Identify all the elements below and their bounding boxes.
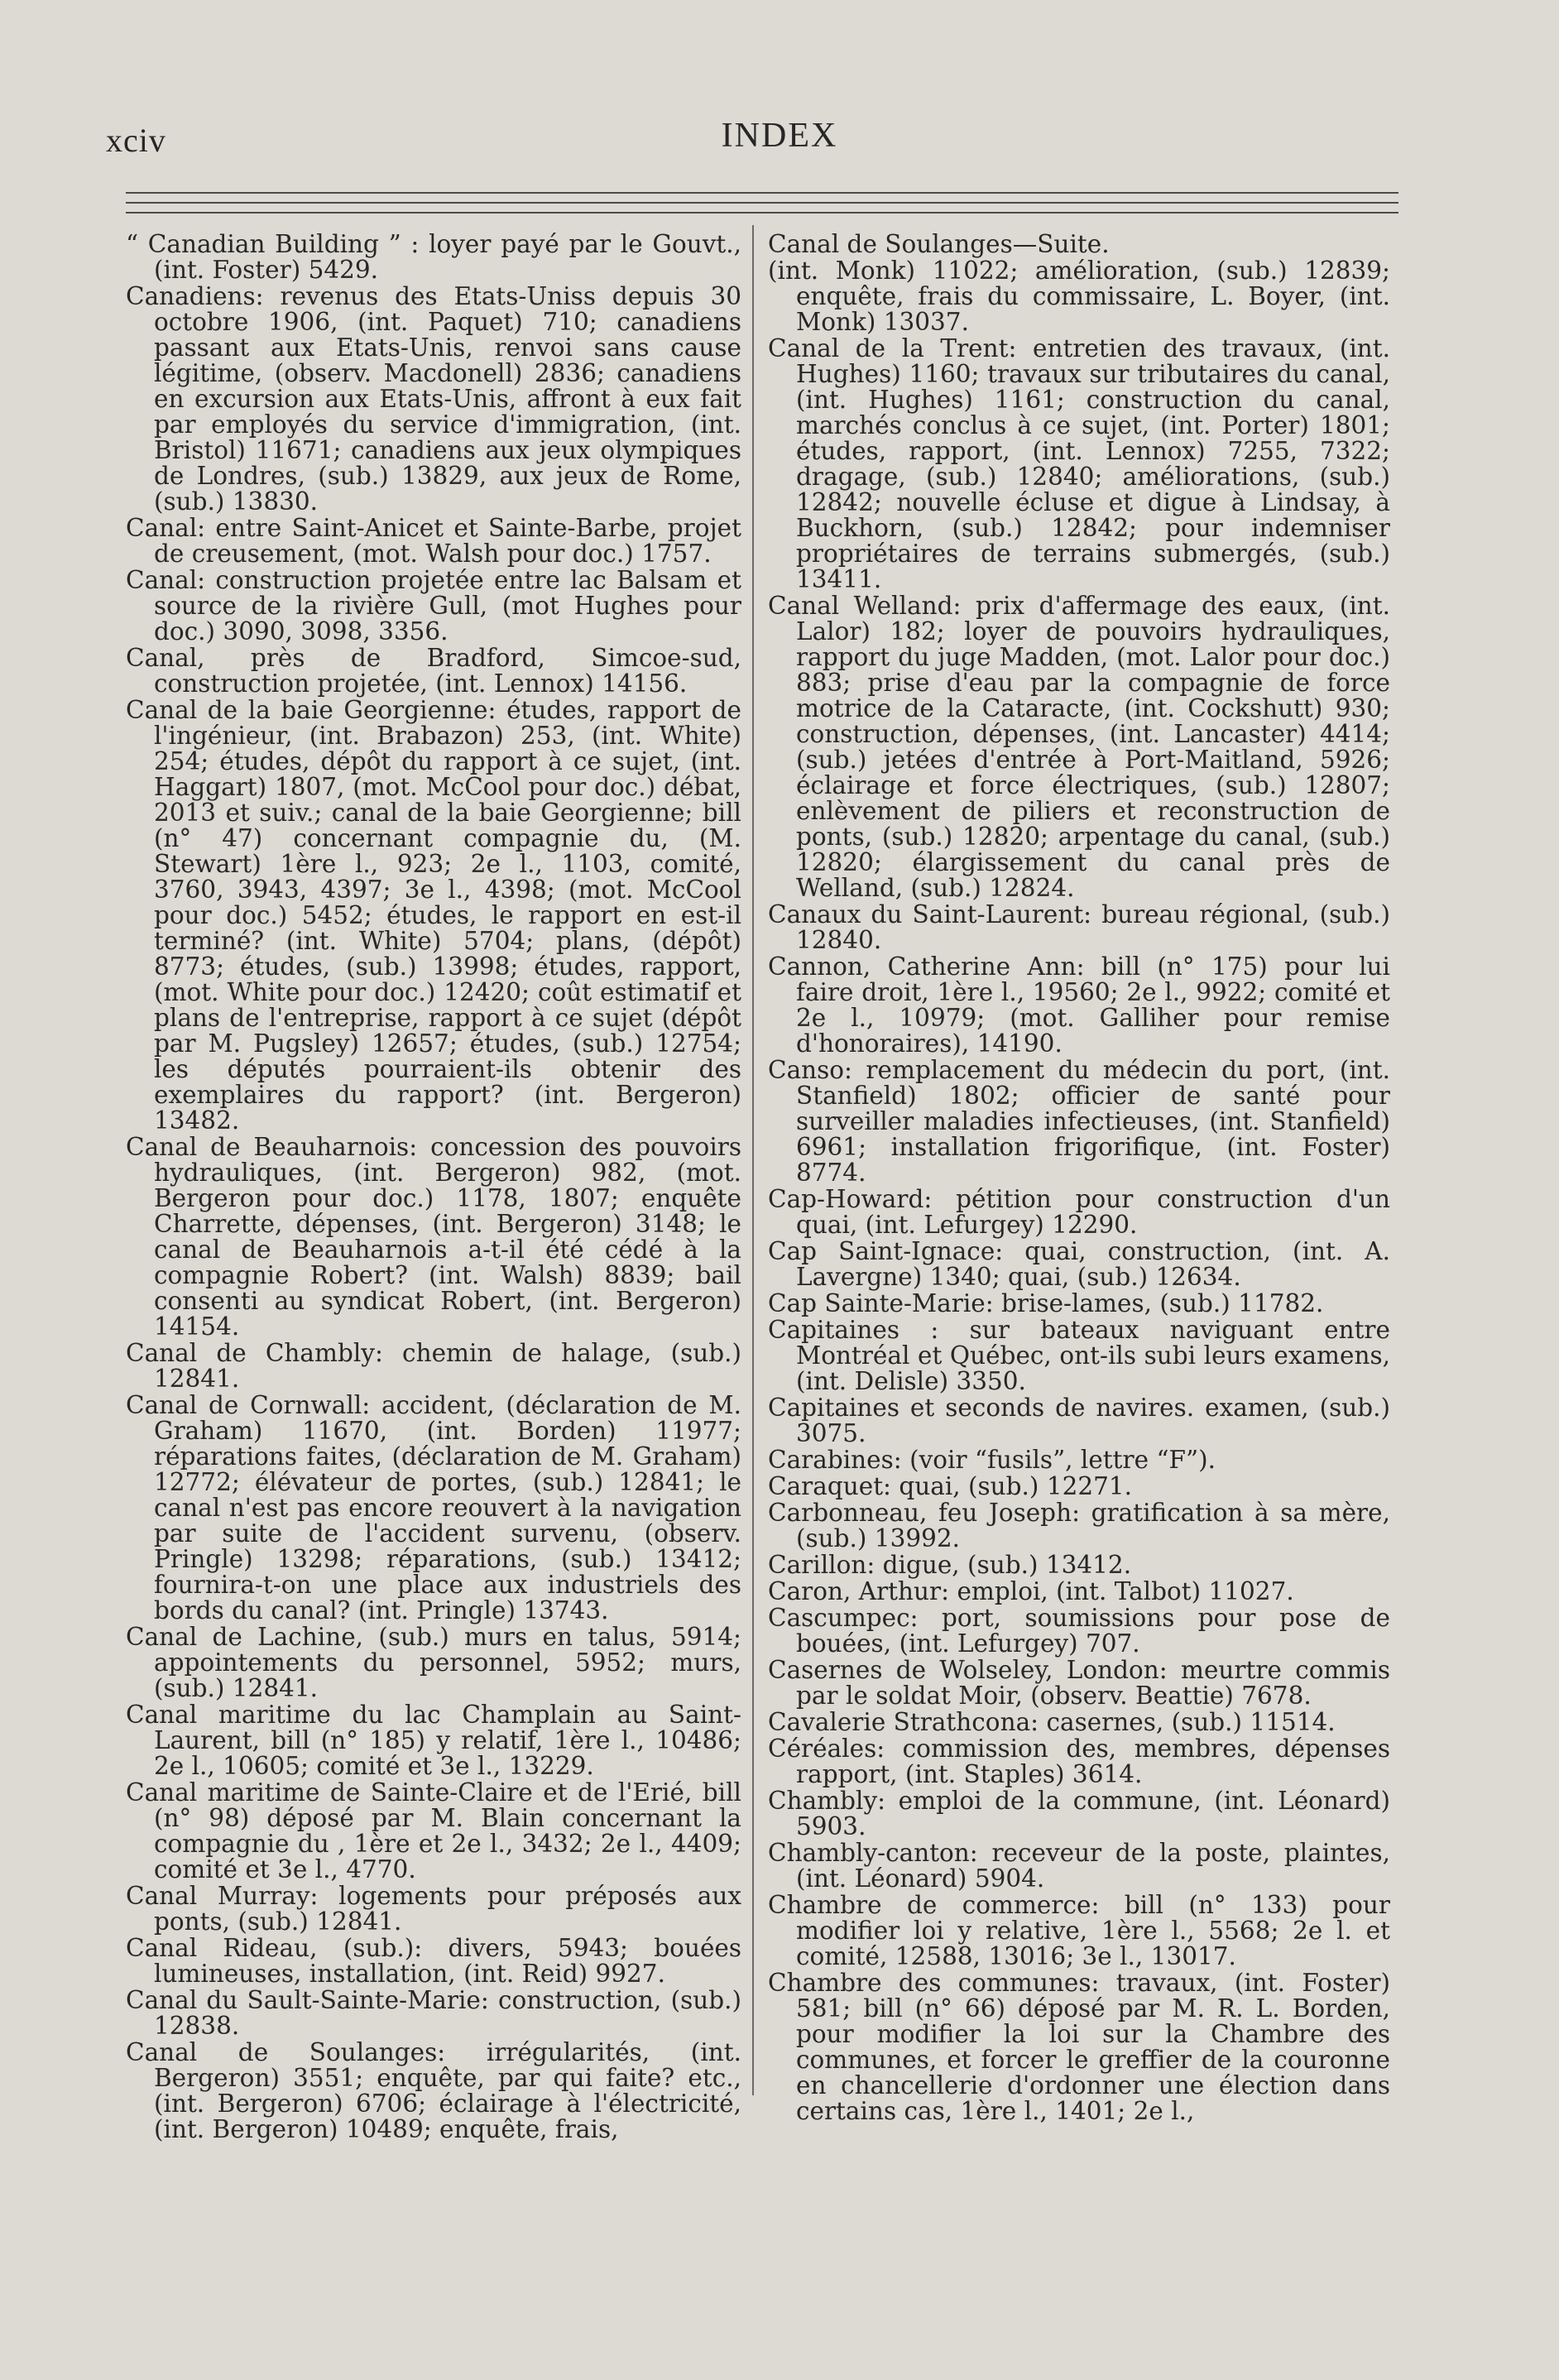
index-entry: Canal: entre Saint-Anicet et Sainte-Barbe, projet de creusement, (mot. Walsh pour doc.) 1757. bbox=[126, 514, 741, 568]
index-entry: Canal: construction projetée entre lac Balsam et source de la rivière Gull, (mot Hughes pour doc.) 3090, 3098, 3356. bbox=[126, 566, 741, 645]
index-entry: Canso: remplacement du médecin du port, (int. Stanfield) 1802; officier de santé pour surveiller maladies infectieuses, (int. Stanfield) 6961; installation frigorifique, (int. Foster) 8774. bbox=[768, 1056, 1390, 1187]
index-entry: Casernes de Wolseley, London: meurtre commis par le soldat Moir, (observ. Beattie) 7678. bbox=[768, 1656, 1390, 1710]
index-entry: Caron, Arthur: emploi, (int. Talbot) 11027. bbox=[768, 1577, 1294, 1605]
index-entry: (int. Monk) 11022; amélioration, (sub.) 12839; enquête, frais du commissaire, L. Boyer, (int. Monk) 13037. bbox=[768, 257, 1390, 336]
header-rule-top bbox=[126, 192, 1398, 194]
index-entry: Canal de Cornwall: accident, (déclaration de M. Graham) 11670, (int. Borden) 11977; réparations faites, (déclaration de M. Graham) 12772; élévateur de portes, (sub.) 12841; le canal n'est pas encore reouvert à la navigation par suite de l'accident survenu, (observ. Pringle) 13298; réparations, (sub.) 13412; fournira-t-on une place aux industriels des bords du canal? (int. Pringle) 13743. bbox=[126, 1391, 741, 1624]
index-entry: Canaux du Saint-Laurent: bureau régional, (sub.) 12840. bbox=[768, 900, 1390, 954]
index-entry: Capitaines et seconds de navires. examen, (sub.) 3075. bbox=[768, 1394, 1390, 1447]
index-column-right bbox=[768, 232, 1390, 2125]
index-entry: Céréales: commission des, membres, dépenses rapport, (int. Staples) 3614. bbox=[768, 1735, 1390, 1788]
index-entry: Canal de la Trent: entretien des travaux, (int. Hughes) 1160; travaux sur tributaires du canal, (int. Hughes) 1161; construction du canal, marchés conclus à ce sujet, (int. Porter) 1801; études, rapport, (int. Lennox) 7255, 7322; dragage, (sub.) 12840; améliorations, (sub.) 12842; nouvelle écluse et digue à Lindsay, à Buckhorn, (sub.) 12842; pour indemniser propriétaires de terrains submergés, (sub.) 13411. bbox=[768, 334, 1390, 593]
index-entry: Canal, près de Bradford, Simcoe-sud, construction projetée, (int. Lennox) 14156. bbox=[126, 644, 741, 698]
page-title: INDEX bbox=[721, 117, 838, 155]
index-entry: Canal de Lachine, (sub.) murs en talus, 5914; appointements du personnel, 5952; murs, (sub.) 12841. bbox=[126, 1623, 741, 1702]
index-entry: Canal de Soulanges—Suite. bbox=[768, 230, 1110, 258]
index-entry: Cavalerie Strathcona: casernes, (sub.) 11514. bbox=[768, 1708, 1336, 1736]
index-entry: Canal Murray: logements pour préposés aux ponts, (sub.) 12841. bbox=[126, 1882, 741, 1936]
index-entry: Canal Welland: prix d'affermage des eaux, (int. Lalor) 182; loyer de pouvoirs hydrauliques, rapport du juge Madden, (mot. Lalor pour doc.) 883; prise d'eau par la compagnie de force motrice de la Cataracte, (int. Cockshutt) 930; construction, dépenses, (int. Lancaster) 4414; (sub.) jetées d'entrée à Port-Maitland, 5926; éclairage et force électriques, (sub.) 12807; enlèvement de piliers et reconstruction de ponts, (sub.) 12820; arpentage du canal, (sub.) 12820; élargissement du canal près de Welland, (sub.) 12824. bbox=[768, 592, 1390, 902]
index-entry: Canal maritime de Sainte-Claire et de l'Erié, bill (n° 98) déposé par M. Blain concernant la compagnie du , 1ère et 2e l., 3432; 2e l., 4409; comité et 3e l., 4770. bbox=[126, 1778, 741, 1883]
index-entry: Canal Rideau, (sub.): divers, 5943; bouées lumineuses, installation, (int. Reid) 9927. bbox=[126, 1934, 741, 1988]
index-entry: Canal de la baie Georgienne: études, rapport de l'ingénieur, (int. Brabazon) 253, (int. White) 254; études, dépôt du rapport à ce sujet, (int. Haggart) 1807, (mot. McCool pour doc.) débat, 2013 et suiv.; canal de la baie Georgienne; bill (n° 47) concernant compagnie du, (M. Stewart) 1ère l., 923; 2e l., 1103, comité, 3760, 3943, 4397; 3e l., 4398; (mot. McCool pour doc.) 5452; études, le rapport en est-il terminé? (int. White) 5704; plans, (dépôt) 8773; études, (sub.) 13998; études, rapport, (mot. White pour doc.) 12420; coût estimatif et plans de l'entreprise, rapport à ce sujet (dépôt par M. Pugsley) 12657; études, (sub.) 12754; les députés pourraient-ils obtenir des exemplaires du rapport? (int. Bergeron) 13482. bbox=[126, 696, 741, 1135]
index-entry: Canal maritime du lac Champlain au Saint-Laurent, bill (n° 185) y relatif, 1ère l., 10486; 2e l., 10605; comité et 3e l., 13229. bbox=[126, 1701, 741, 1780]
header-rule-bottom bbox=[126, 212, 1398, 214]
index-column-left bbox=[126, 232, 741, 2143]
index-entry: Capitaines : sur bateaux naviguant entre Montréal et Québec, ont-ils subi leurs examens, (int. Delisle) 3350. bbox=[768, 1316, 1390, 1395]
index-entry: Cap Saint-Ignace: quai, construction, (int. A. Lavergne) 1340; quai, (sub.) 12634. bbox=[768, 1237, 1390, 1291]
index-entry: Carbonneau, feu Joseph: gratification à sa mère, (sub.) 13992. bbox=[768, 1499, 1390, 1552]
index-entry: Chambly: emploi de la commune, (int. Léonard) 5903. bbox=[768, 1787, 1390, 1840]
page-number: xciv bbox=[106, 122, 166, 159]
header-rule-middle bbox=[126, 202, 1398, 204]
index-entry: Canal de Beauharnois: concession des pouvoirs hydrauliques, (int. Bergeron) 982, (mot. Bergeron pour doc.) 1178, 1807; enquête Charrette, dépenses, (int. Bergeron) 3148; le canal de Beauharnois a-t-il été cédé à la compagnie Robert? (int. Walsh) 8839; bail consenti au syndicat Robert, (int. Bergeron) 14154. bbox=[126, 1133, 741, 1341]
index-entry: Canal de Soulanges: irrégularités, (int. Bergeron) 3551; enquête, par qui faite? etc., (int. Bergeron) 6706; éclairage à l'électricité, (int. Bergeron) 10489; enquête, frais, bbox=[126, 2038, 741, 2143]
index-entry: “ Canadian Building ” : loyer payé par le Gouvt., (int. Foster) 5429. bbox=[126, 230, 741, 284]
index-entry: Canal de Chambly: chemin de halage, (sub.) 12841. bbox=[126, 1339, 741, 1393]
index-entry: Cascumpec: port, soumissions pour pose de bouées, (int. Lefurgey) 707. bbox=[768, 1604, 1390, 1658]
index-entry: Cap Sainte-Marie: brise-lames, (sub.) 11782. bbox=[768, 1289, 1324, 1317]
index-entry: Canal du Sault-Sainte-Marie: construction, (sub.) 12838. bbox=[126, 1986, 741, 2040]
index-entry: Caraquet: quai, (sub.) 12271. bbox=[768, 1472, 1133, 1500]
index-entry: Carabines: (voir “fusils”, lettre “F”). bbox=[768, 1446, 1216, 1474]
index-entry: Cap-Howard: pétition pour construction d'un quai, (int. Lefurgey) 12290. bbox=[768, 1185, 1390, 1239]
index-entry: Chambre de commerce: bill (n° 133) pour modifier loi y relative, 1ère l., 5568; 2e l. et comité, 12588, 13016; 3e l., 13017. bbox=[768, 1891, 1390, 1970]
column-divider bbox=[752, 225, 754, 2095]
index-entry: Carillon: digue, (sub.) 13412. bbox=[768, 1551, 1132, 1579]
index-entry: Chambre des communes: travaux, (int. Foster) 581; bill (n° 66) déposé par M. R. L. Borden, pour modifier la loi sur la Chambre des communes, et forcer le greffier de la couronne en chancellerie d'ordonner une élection dans certains cas, 1ère l., 1401; 2e l., bbox=[768, 1969, 1390, 2125]
index-entry: Chambly-canton: receveur de la poste, plaintes, (int. Léonard) 5904. bbox=[768, 1839, 1390, 1893]
index-entry: Canadiens: revenus des Etats-Uniss depuis 30 octobre 1906, (int. Paquet) 710; canadiens passant aux Etats-Unis, renvoi sans cause légitime, (observ. Macdonell) 2836; canadiens en excursion aux Etats-Unis, affront à eux fait par employés du service d'immigration, (int. Bristol) 11671; canadiens aux jeux olympiques de Londres, (sub.) 13829, aux jeux de Rome, (sub.) 13830. bbox=[126, 282, 741, 516]
index-entry: Cannon, Catherine Ann: bill (n° 175) pour lui faire droit, 1ère l., 19560; 2e l., 9922; comité et 2e l., 10979; (mot. Galliher pour remise d'honoraires), 14190. bbox=[768, 952, 1390, 1058]
